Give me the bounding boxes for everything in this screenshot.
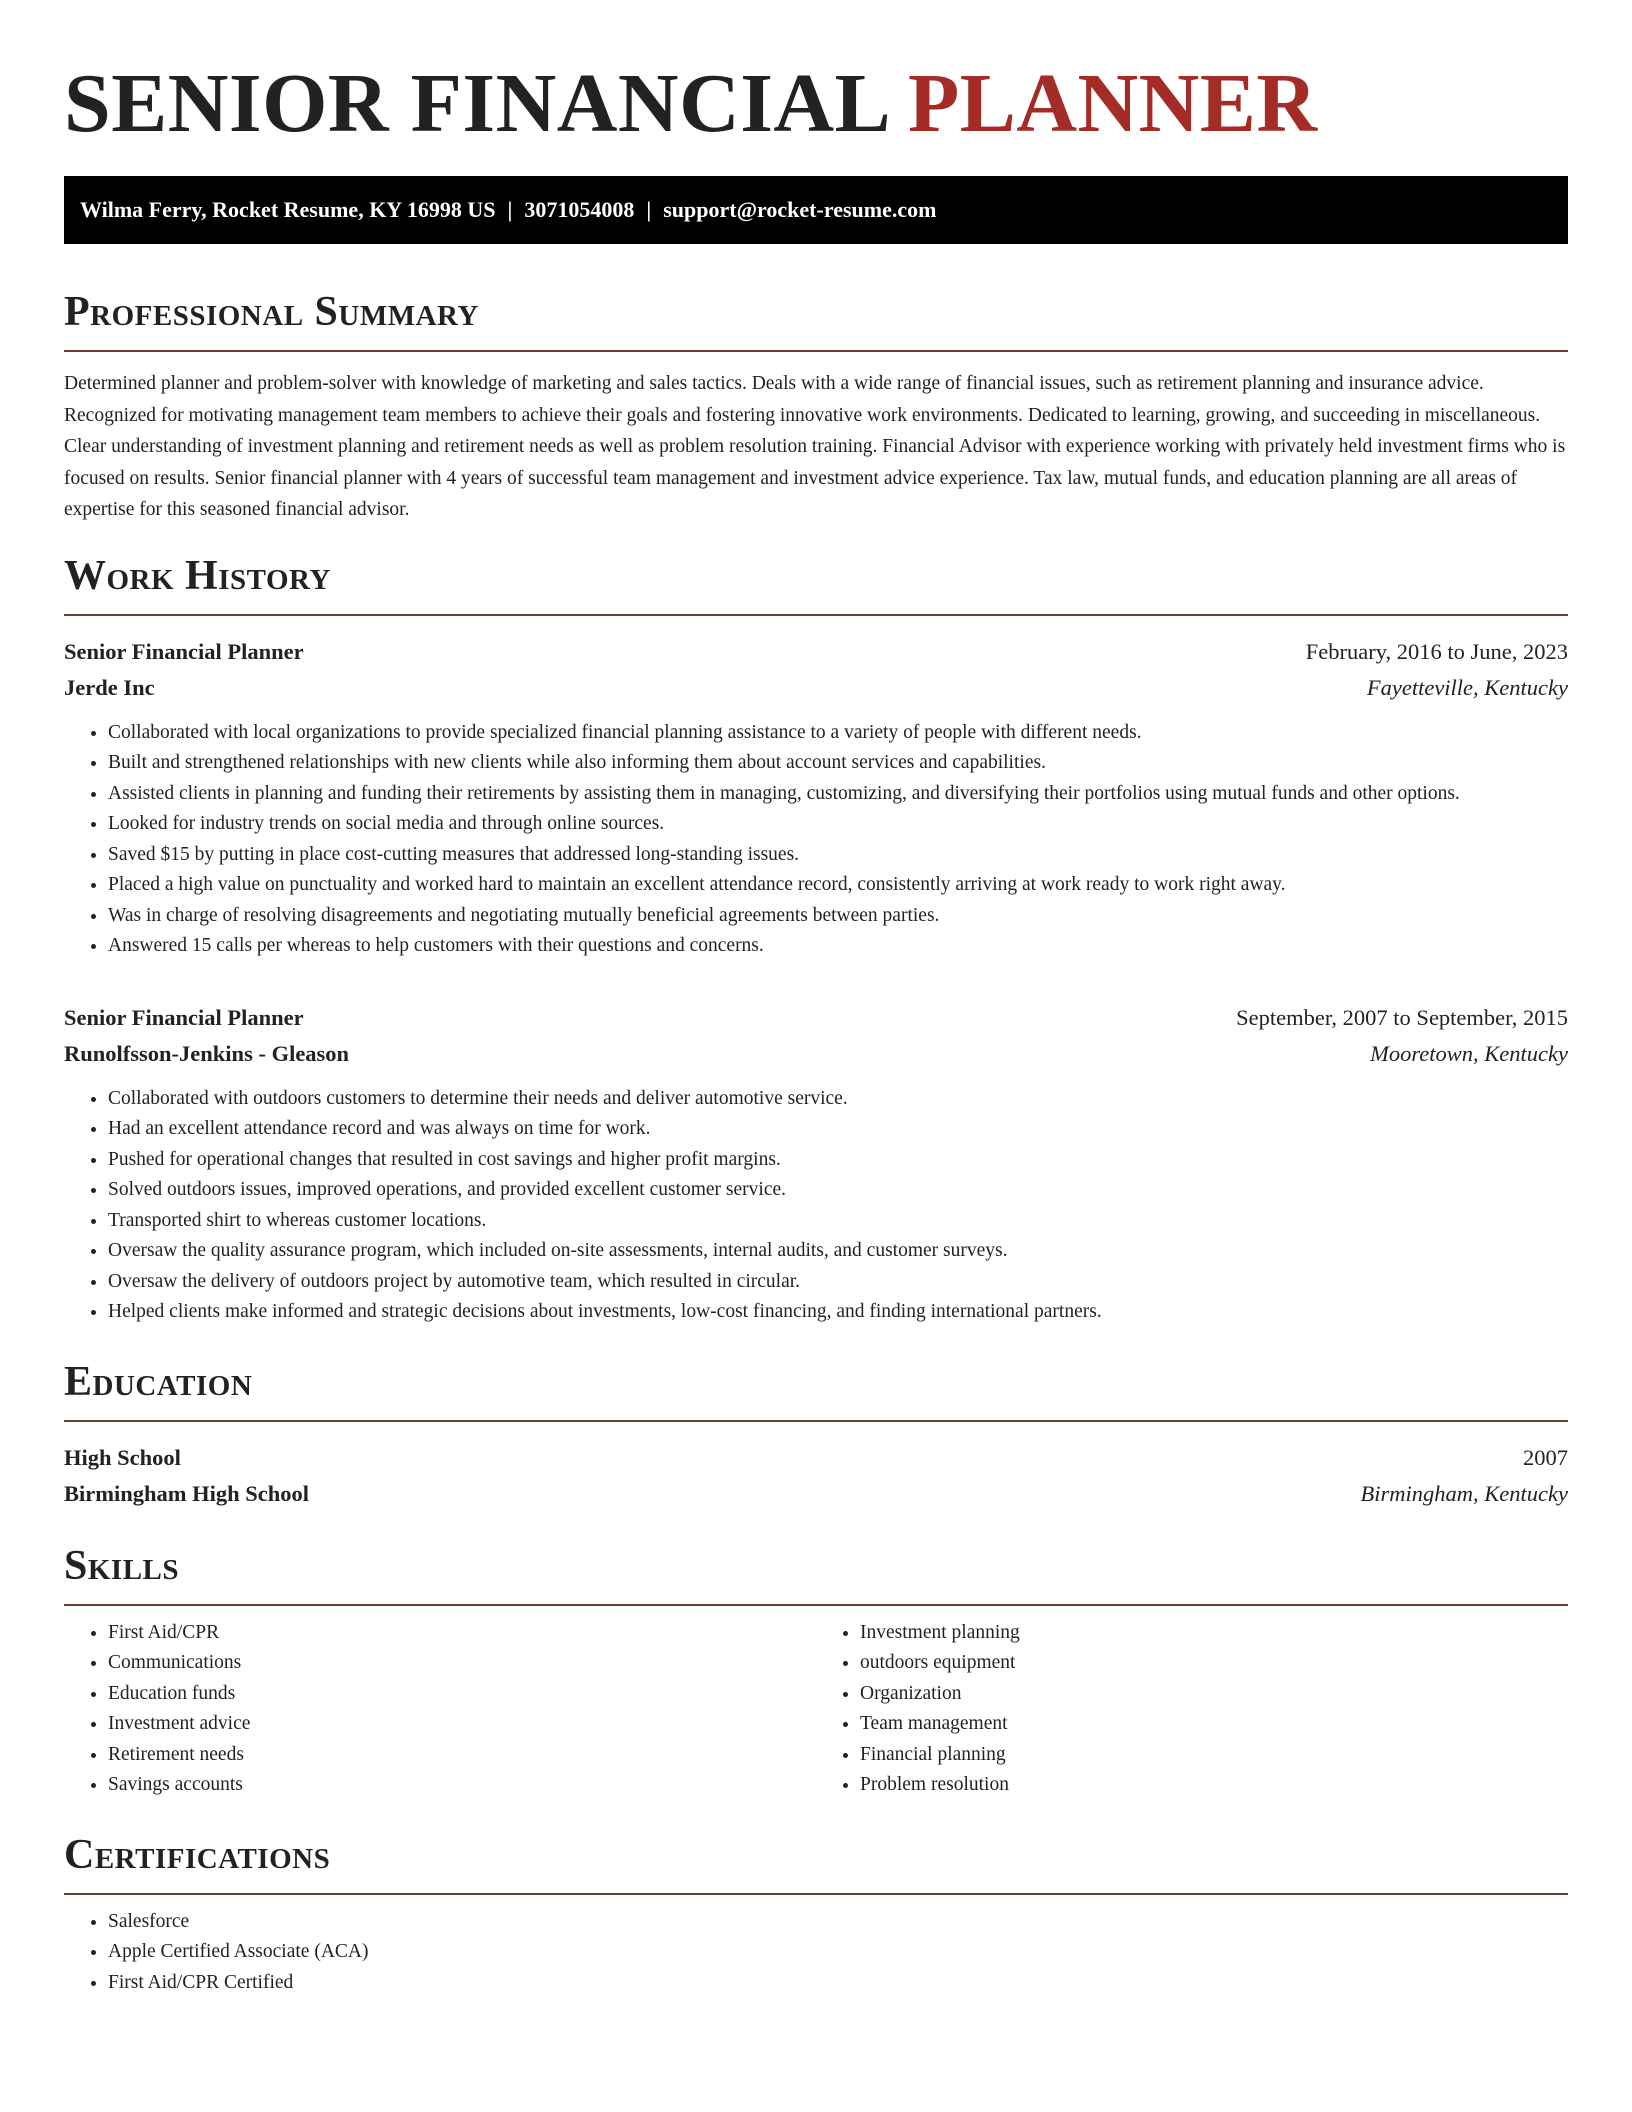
list-item: • First Aid/CPR Certified (108, 1968, 1568, 1999)
job-location: Fayetteville, Kentucky (1366, 674, 1568, 700)
contact-separator: | (646, 197, 652, 222)
list-item: • Organization (860, 1679, 1568, 1710)
list-item: • Problem resolution (860, 1770, 1568, 1801)
list-item: • Oversaw the quality assurance program, which included on-site assessments, internal audits, and customer surveys. (108, 1236, 1568, 1267)
list-item: • Communications (108, 1648, 816, 1679)
summary-heading: Professional Summary (64, 288, 1568, 352)
job-dates: February, 2016 to June, 2023 (1305, 638, 1568, 664)
job-location: Mooretown, Kentucky (1370, 1040, 1568, 1066)
skills-left-column (64, 1618, 816, 1801)
title-accent: PLANNER (908, 57, 1318, 150)
job-company: Jerde Inc (64, 674, 155, 700)
summary-text: Determined planner and problem-solver with knowledge of marketing and sales tactics. Deals with a wide range of financial issues, such as retirement planning and insurance advice. Recognized for motivating management team members to achieve their goals and fostering innovative work environments. Dedicated to learning, growing, and succeeding in miscellaneous. Clear understanding of investment planning and retirement needs as well as problem resolution training. Financial Advisor with experience working with privately held investment firms who is focused on results. Senior financial planner with 4 years of successful team management and investment advice experience. Tax law, mutual funds, and education planning are all areas of expertise for this seasoned financial advisor. (64, 373, 1566, 520)
list-item: • Collaborated with local organizations to provide specialized financial planning assistance to a variety of people with different needs. (108, 718, 1568, 749)
list-item: • Placed a high value on punctuality and worked hard to maintain an excellent attendance record, consistently arriving at work ready to work right away. (108, 870, 1568, 901)
list-item: • Answered 15 calls per whereas to help customers with their questions and concerns. (108, 931, 1568, 962)
list-item: • Had an excellent attendance record and was always on time for work. (108, 1114, 1568, 1145)
list-item: • Financial planning (860, 1740, 1568, 1771)
education-school: Birmingham High School (64, 1480, 310, 1506)
list-item: • Investment advice (108, 1709, 816, 1740)
certifications-list (64, 1907, 1568, 1999)
job-bullets (64, 1084, 1568, 1328)
list-item: • First Aid/CPR (108, 1618, 816, 1649)
certifications-section (64, 1831, 1568, 1999)
list-item: • Saved $15 by putting in place cost-cutting measures that addressed long-standing issues. (108, 840, 1568, 871)
list-item: • Apple Certified Associate (ACA) (108, 1937, 1568, 1968)
title-main: SENIOR FINANCIAL (64, 57, 887, 150)
list-item: • Helped clients make informed and strategic decisions about investments, low-cost financing, and finding international partners. (108, 1297, 1568, 1328)
contact-phone: 3071054008 (524, 197, 635, 222)
education-year: 2007 (1523, 1444, 1568, 1470)
job-company: Runolfsson-Jenkins - Gleason (64, 1040, 350, 1066)
contact-email: support@rocket-resume.com (663, 197, 937, 222)
work-history-heading: Work History (64, 552, 1568, 616)
job-bullets (64, 718, 1568, 962)
list-item: • Solved outdoors issues, improved operations, and provided excellent customer service. (108, 1175, 1568, 1206)
summary-section (64, 288, 1568, 526)
list-item: • Built and strengthened relationships with new clients while also informing them about account services and capabilities. (108, 748, 1568, 779)
list-item: • Assisted clients in planning and funding their retirements by assisting them in managing, customizing, and diversifying their portfolios using mutual funds and other options. (108, 779, 1568, 810)
contact-separator: | (507, 197, 513, 222)
list-item: • Oversaw the delivery of outdoors project by automotive team, which resulted in circular. (108, 1267, 1568, 1298)
work-history-section (64, 552, 1568, 1328)
list-item: • Investment planning (860, 1618, 1568, 1649)
list-item: • Retirement needs (108, 1740, 816, 1771)
education-entry (64, 1440, 1568, 1512)
certifications-heading: Certifications (64, 1831, 1568, 1895)
job-title: Senior Financial Planner (64, 1004, 304, 1030)
education-heading: Education (64, 1358, 1568, 1422)
list-item: • Transported shirt to whereas customer locations. (108, 1206, 1568, 1237)
job-dates: September, 2007 to September, 2015 (1236, 1004, 1568, 1030)
list-item: • Savings accounts (108, 1770, 816, 1801)
education-degree: High School (64, 1444, 181, 1470)
list-item: • Education funds (108, 1679, 816, 1710)
list-item: • outdoors equipment (860, 1648, 1568, 1679)
education-location: Birmingham, Kentucky (1360, 1480, 1568, 1506)
skills-heading: Skills (64, 1542, 1568, 1606)
list-item: • Was in charge of resolving disagreements and negotiating mutually beneficial agreements between parties. (108, 901, 1568, 932)
job-title: Senior Financial Planner (64, 638, 304, 664)
education-section (64, 1358, 1568, 1512)
contact-address: Wilma Ferry, Rocket Resume, KY 16998 US (80, 197, 496, 222)
list-item: • Collaborated with outdoors customers to determine their needs and deliver automotive service. (108, 1084, 1568, 1115)
job-entry (64, 634, 1568, 962)
contact-bar (64, 176, 1568, 244)
skills-grid (64, 1618, 1568, 1801)
job-entry (64, 1000, 1568, 1328)
list-item: • Pushed for operational changes that resulted in cost savings and higher profit margins. (108, 1145, 1568, 1176)
resume-title (64, 56, 1568, 152)
list-item: • Looked for industry trends on social media and through online sources. (108, 809, 1568, 840)
skills-section (64, 1542, 1568, 1801)
list-item: • Team management (860, 1709, 1568, 1740)
list-item: • Salesforce (108, 1907, 1568, 1938)
skills-right-column (816, 1618, 1568, 1801)
